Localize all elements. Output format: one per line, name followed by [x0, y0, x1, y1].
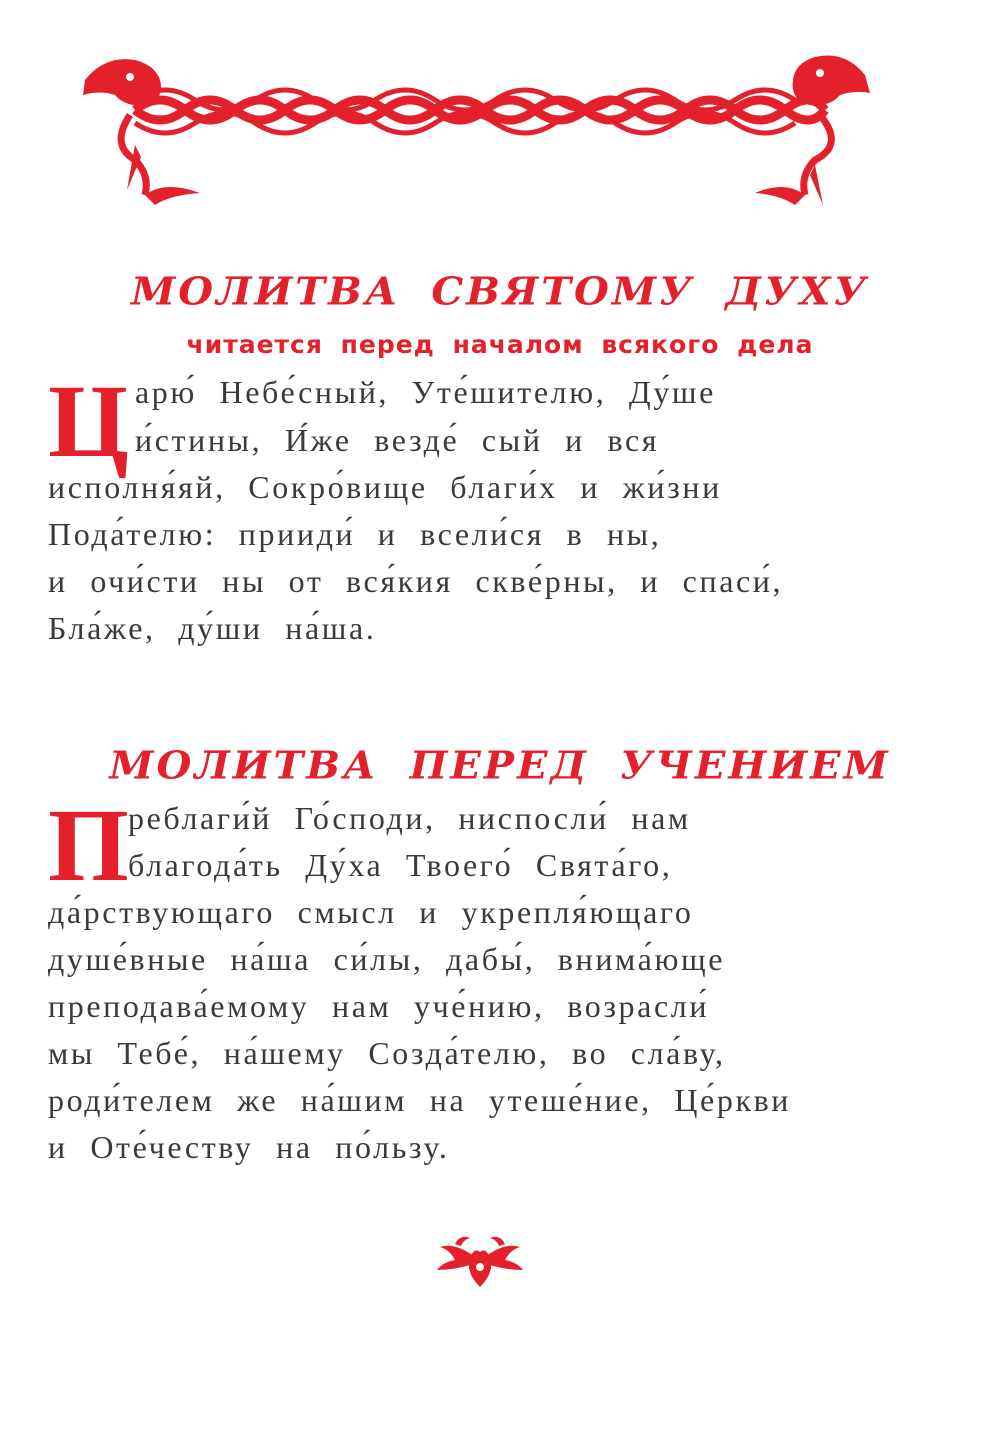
prayer2-line: да́рствующаго смысл и укрепля́ющаго: [48, 894, 694, 930]
prayer1-subtitle: читается перед началом всякого дела: [186, 330, 814, 359]
prayer2-line: преподава́емому нам уче́нию, возрасли́: [48, 988, 710, 1024]
prayer1-title: МОЛИТВА СВЯТОМУ ДУХУ: [130, 269, 870, 314]
prayer2-line: мы Тебе́, на́шему Созда́телю, во сла́ву,: [48, 1035, 726, 1071]
floral-footer-ornament: [435, 1232, 525, 1292]
prayer1-line: и очи́сти ны от вся́кия скве́рны, и спаси́,: [48, 563, 784, 599]
braided-header-ornament: [75, 45, 875, 215]
prayer1-line: исполня́яй, Сокро́вище благи́х и жи́зни: [48, 469, 722, 505]
prayer2-line: реблаги́й Го́споди, ниспосли́ нам: [128, 800, 691, 836]
prayer1-dropcap: Ц: [48, 364, 129, 479]
prayer2-title: МОЛИТВА ПЕРЕД УЧЕНИЕМ: [109, 743, 891, 788]
prayer1-line: Бла́же, ду́ши на́ша.: [48, 610, 377, 646]
prayer2-line: благода́ть Ду́ха Твоего́ Свята́го,: [128, 847, 673, 883]
prayer2-line: душе́вные на́ша си́лы, дабы́, внима́юще: [48, 941, 726, 977]
prayer1-line: Пода́телю: прииди́ и всели́ся в ны,: [48, 516, 662, 552]
prayer2-line: и Оте́честву на по́льзу.: [48, 1129, 450, 1165]
prayer2-dropcap: П: [48, 788, 129, 903]
prayer1-line: арю́ Небе́сный, Уте́шителю, Ду́ше: [135, 374, 716, 410]
prayer2-line: роди́телем же на́шим на утеше́ние, Це́ркви: [48, 1082, 792, 1118]
prayer1-line: и́стины, И́же везде́ сый и вся: [135, 422, 660, 458]
